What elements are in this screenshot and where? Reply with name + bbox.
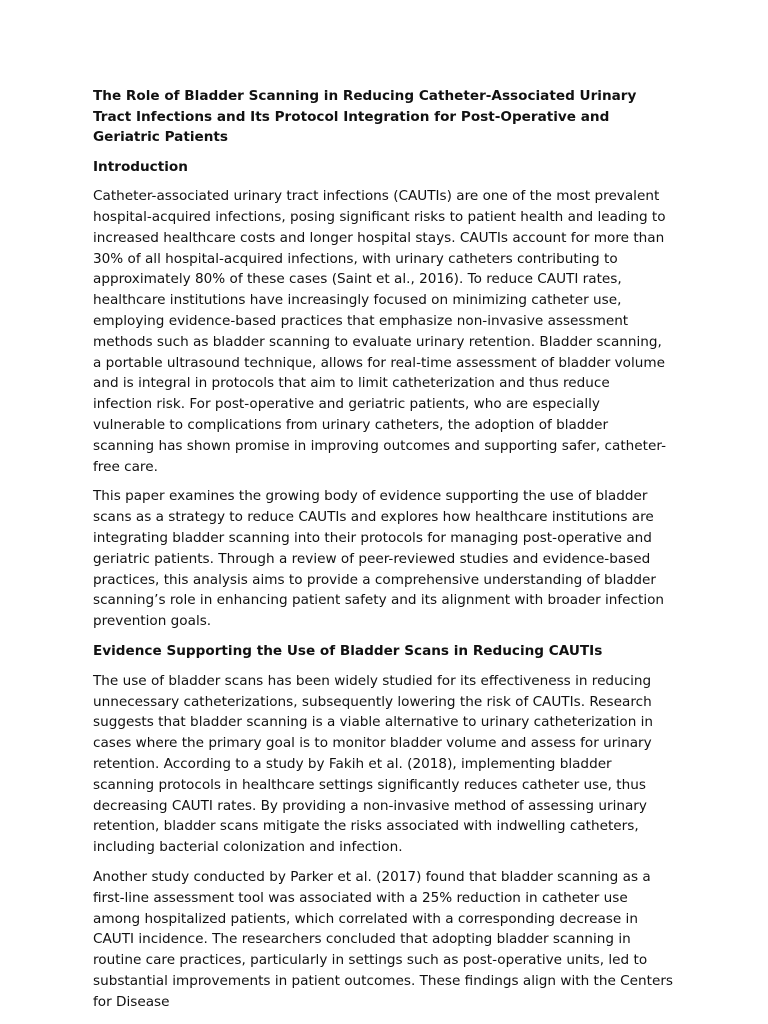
- section-heading: Evidence Supporting the Use of Bladder Scans in Reducing CAUTIs: [93, 643, 603, 660]
- document-page: [93, 86, 673, 1022]
- paragraph: The use of bladder scans has been widely studied for its effectiveness in reducing unnecessary catheterizations, subsequently lowering the risk of CAUTIs. Research suggests that bladder scanning is a viable alternative to urinary catheterization in cases where the primary goal is to monitor bladder volume and assess for urinary retention. According to a study by Fakih et al. (2018), implementing bladder scanning protocols in healthcare settings significantly reduces catheter use, thus decreasing CAUTI rates. By providing a non-invasive method of assessing urinary retention, bladder scans mitigate the risks associated with indwelling catheters, including bacterial colonization and infection.: [93, 672, 654, 856]
- paragraph: Catheter-associated urinary tract infections (CAUTIs) are one of the most prevalent hospital-acquired infections, posing significant risks to patient health and leading to increased healthcare costs and longer hospital stays. CAUTIs account for more than 30% of all hospital-acquired infections, with urinary catheters contributing to approximately 80% of these cases (Saint et al., 2016). To reduce CAUTI rates, healthcare institutions have increasingly focused on minimizing catheter use, employing evidence-based practices that emphasize non-invasive assessment methods such as bladder scanning to evaluate urinary retention. Bladder scanning, a portable ultrasound technique, allows for real-time assessment of bladder volume and is integral in protocols that aim to limit catheterization and thus reduce infection risk. For post-operative and geriatric patients, who are especially vulnerable to complications from urinary catheters, the adoption of bladder scanning has shown promise in improving outcomes and supporting safer, catheter-free care.: [93, 188, 666, 475]
- paragraph: Another study conducted by Parker et al. (2017) found that bladder scanning as a first-line assessment tool was associated with a 25% reduction in catheter use among hospitalized patients, which correlated with a corresponding decrease in CAUTI incidence. The researchers concluded that adopting bladder scanning in routine care practices, particularly in settings such as post-operative units, led to substantial improvements in patient outcomes. These findings align with the Centers for Disease: [93, 869, 673, 1010]
- paragraph: This paper examines the growing body of evidence supporting the use of bladder scans as a strategy to reduce CAUTIs and explores how healthcare institutions are integrating bladder scanning into their protocols for managing post-operative and geriatric patients. Through a review of peer-reviewed studies and evidence-based practices, this analysis aims to provide a comprehensive understanding of bladder scanning’s role in enhancing patient safety and its alignment with broader infection prevention goals.: [93, 488, 665, 630]
- section-evidence: [93, 641, 673, 1013]
- section-heading: Introduction: [93, 158, 188, 175]
- document-title: The Role of Bladder Scanning in Reducing Catheter-Associated Urinary Tract Infections and Its Protocol Integration for Post-Operative and Geriatric Patients: [93, 88, 637, 145]
- section-introduction: [93, 157, 673, 633]
